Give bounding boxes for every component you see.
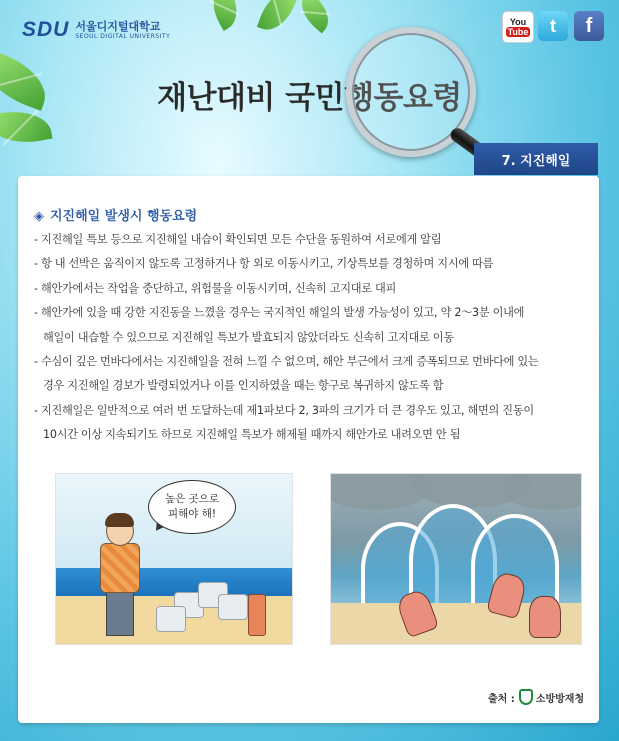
list-item-continuation bbox=[34, 326, 590, 350]
source-credit bbox=[488, 689, 584, 705]
list-item bbox=[34, 350, 590, 374]
leaf-decoration bbox=[204, 0, 247, 31]
list-item bbox=[34, 399, 590, 423]
speech-line: 피해야 해! bbox=[167, 508, 217, 520]
illustration-tsunami bbox=[330, 473, 582, 645]
breakwater-block bbox=[156, 606, 186, 632]
shield-icon bbox=[519, 689, 533, 705]
list-item bbox=[34, 277, 590, 301]
breakwater-block bbox=[218, 594, 248, 620]
logo-mark: SDU bbox=[22, 18, 70, 41]
mooring-post bbox=[248, 594, 266, 636]
page-title: 재난대비 국민행동요령 bbox=[157, 80, 462, 116]
facebook-icon[interactable] bbox=[574, 11, 604, 41]
twitter-icon[interactable] bbox=[538, 11, 568, 41]
diamond-icon: ◈ bbox=[34, 209, 44, 224]
section-heading bbox=[34, 205, 197, 224]
list-item-text: - 항 내 선박은 움직이지 않도록 고정하거나 항 외로 이동시키고, 기상특보를 경청하며 지시에 따름 bbox=[34, 257, 494, 271]
logo-text bbox=[75, 21, 170, 40]
list-item-text: 경우 지진해일 경보가 발령되었거나 이를 인지하였을 때는 항구로 복귀하지 않도록 함 bbox=[43, 379, 444, 393]
fleeing-person bbox=[529, 596, 561, 638]
sdu-logo[interactable] bbox=[22, 18, 170, 42]
list-item-text: 해일이 내습할 수 있으므로 지진해일 특보가 발효되지 않았더라도 신속히 고지대로 이동 bbox=[43, 330, 454, 344]
list-item-text: - 해안가에서는 작업을 중단하고, 위험물을 이동시키며, 신속히 고지대로 대피 bbox=[34, 281, 397, 295]
list-item-text: - 수심이 깊은 먼바다에서는 지진해일을 전혀 느낄 수 없으며, 해안 부근에서 크게 증폭되므로 먼바다에 있는 bbox=[34, 355, 539, 369]
facebook-glyph: f bbox=[585, 14, 593, 37]
person-legs bbox=[106, 590, 134, 636]
list-item bbox=[34, 252, 590, 276]
speech-bubble bbox=[148, 480, 236, 534]
youtube-icon[interactable] bbox=[502, 11, 534, 43]
list-item bbox=[34, 228, 590, 252]
speech-line: 높은 곳으로 bbox=[164, 493, 220, 505]
section-tag: 7. 지진해일 bbox=[474, 143, 598, 175]
twitter-glyph: t bbox=[550, 15, 556, 36]
youtube-icon-bottom: Tube bbox=[507, 27, 529, 37]
content-card bbox=[18, 176, 599, 723]
section-heading-text: 지진해일 발생시 행동요령 bbox=[50, 209, 198, 224]
list-item-continuation bbox=[34, 423, 590, 447]
list-item-text: - 해안가에 있을 때 강한 지진동을 느꼈을 경우는 국지적인 해일의 발생 가능성이 있고, 약 2～3분 이내에 bbox=[34, 306, 525, 320]
illustration-beach-warning bbox=[55, 473, 293, 645]
person-body bbox=[100, 543, 140, 593]
person-hair bbox=[105, 513, 134, 527]
guideline-list bbox=[34, 228, 590, 448]
list-item-continuation bbox=[34, 374, 590, 398]
list-item-text: 10시간 이상 지속되기도 하므로 지진해일 특보가 해제될 때까지 해안가로 내려오면 안 됨 bbox=[43, 428, 461, 442]
logo-english-name: SEOUL DIGITAL UNIVERSITY bbox=[75, 32, 171, 40]
youtube-icon-top: You bbox=[509, 17, 527, 27]
list-item-text: - 지진해일 특보 등으로 지진해일 내습이 확인되면 모든 수단을 동원하여 서로에게 알림 bbox=[34, 233, 442, 246]
source-organization: 소방방재청 bbox=[535, 693, 585, 705]
leaf-decoration bbox=[293, 0, 338, 33]
source-label: 출처 : bbox=[488, 693, 515, 705]
leaf-decoration bbox=[257, 0, 299, 36]
person-figure bbox=[96, 516, 142, 636]
logo-korean-name: 서울디지털대학교 bbox=[75, 19, 161, 33]
list-item-text: - 지진해일은 일반적으로 여러 번 도달하는데 제1파보다 2, 3파의 크기가 더 큰 경우도 있고, 해면의 진동이 bbox=[34, 403, 534, 417]
list-item bbox=[34, 301, 590, 325]
